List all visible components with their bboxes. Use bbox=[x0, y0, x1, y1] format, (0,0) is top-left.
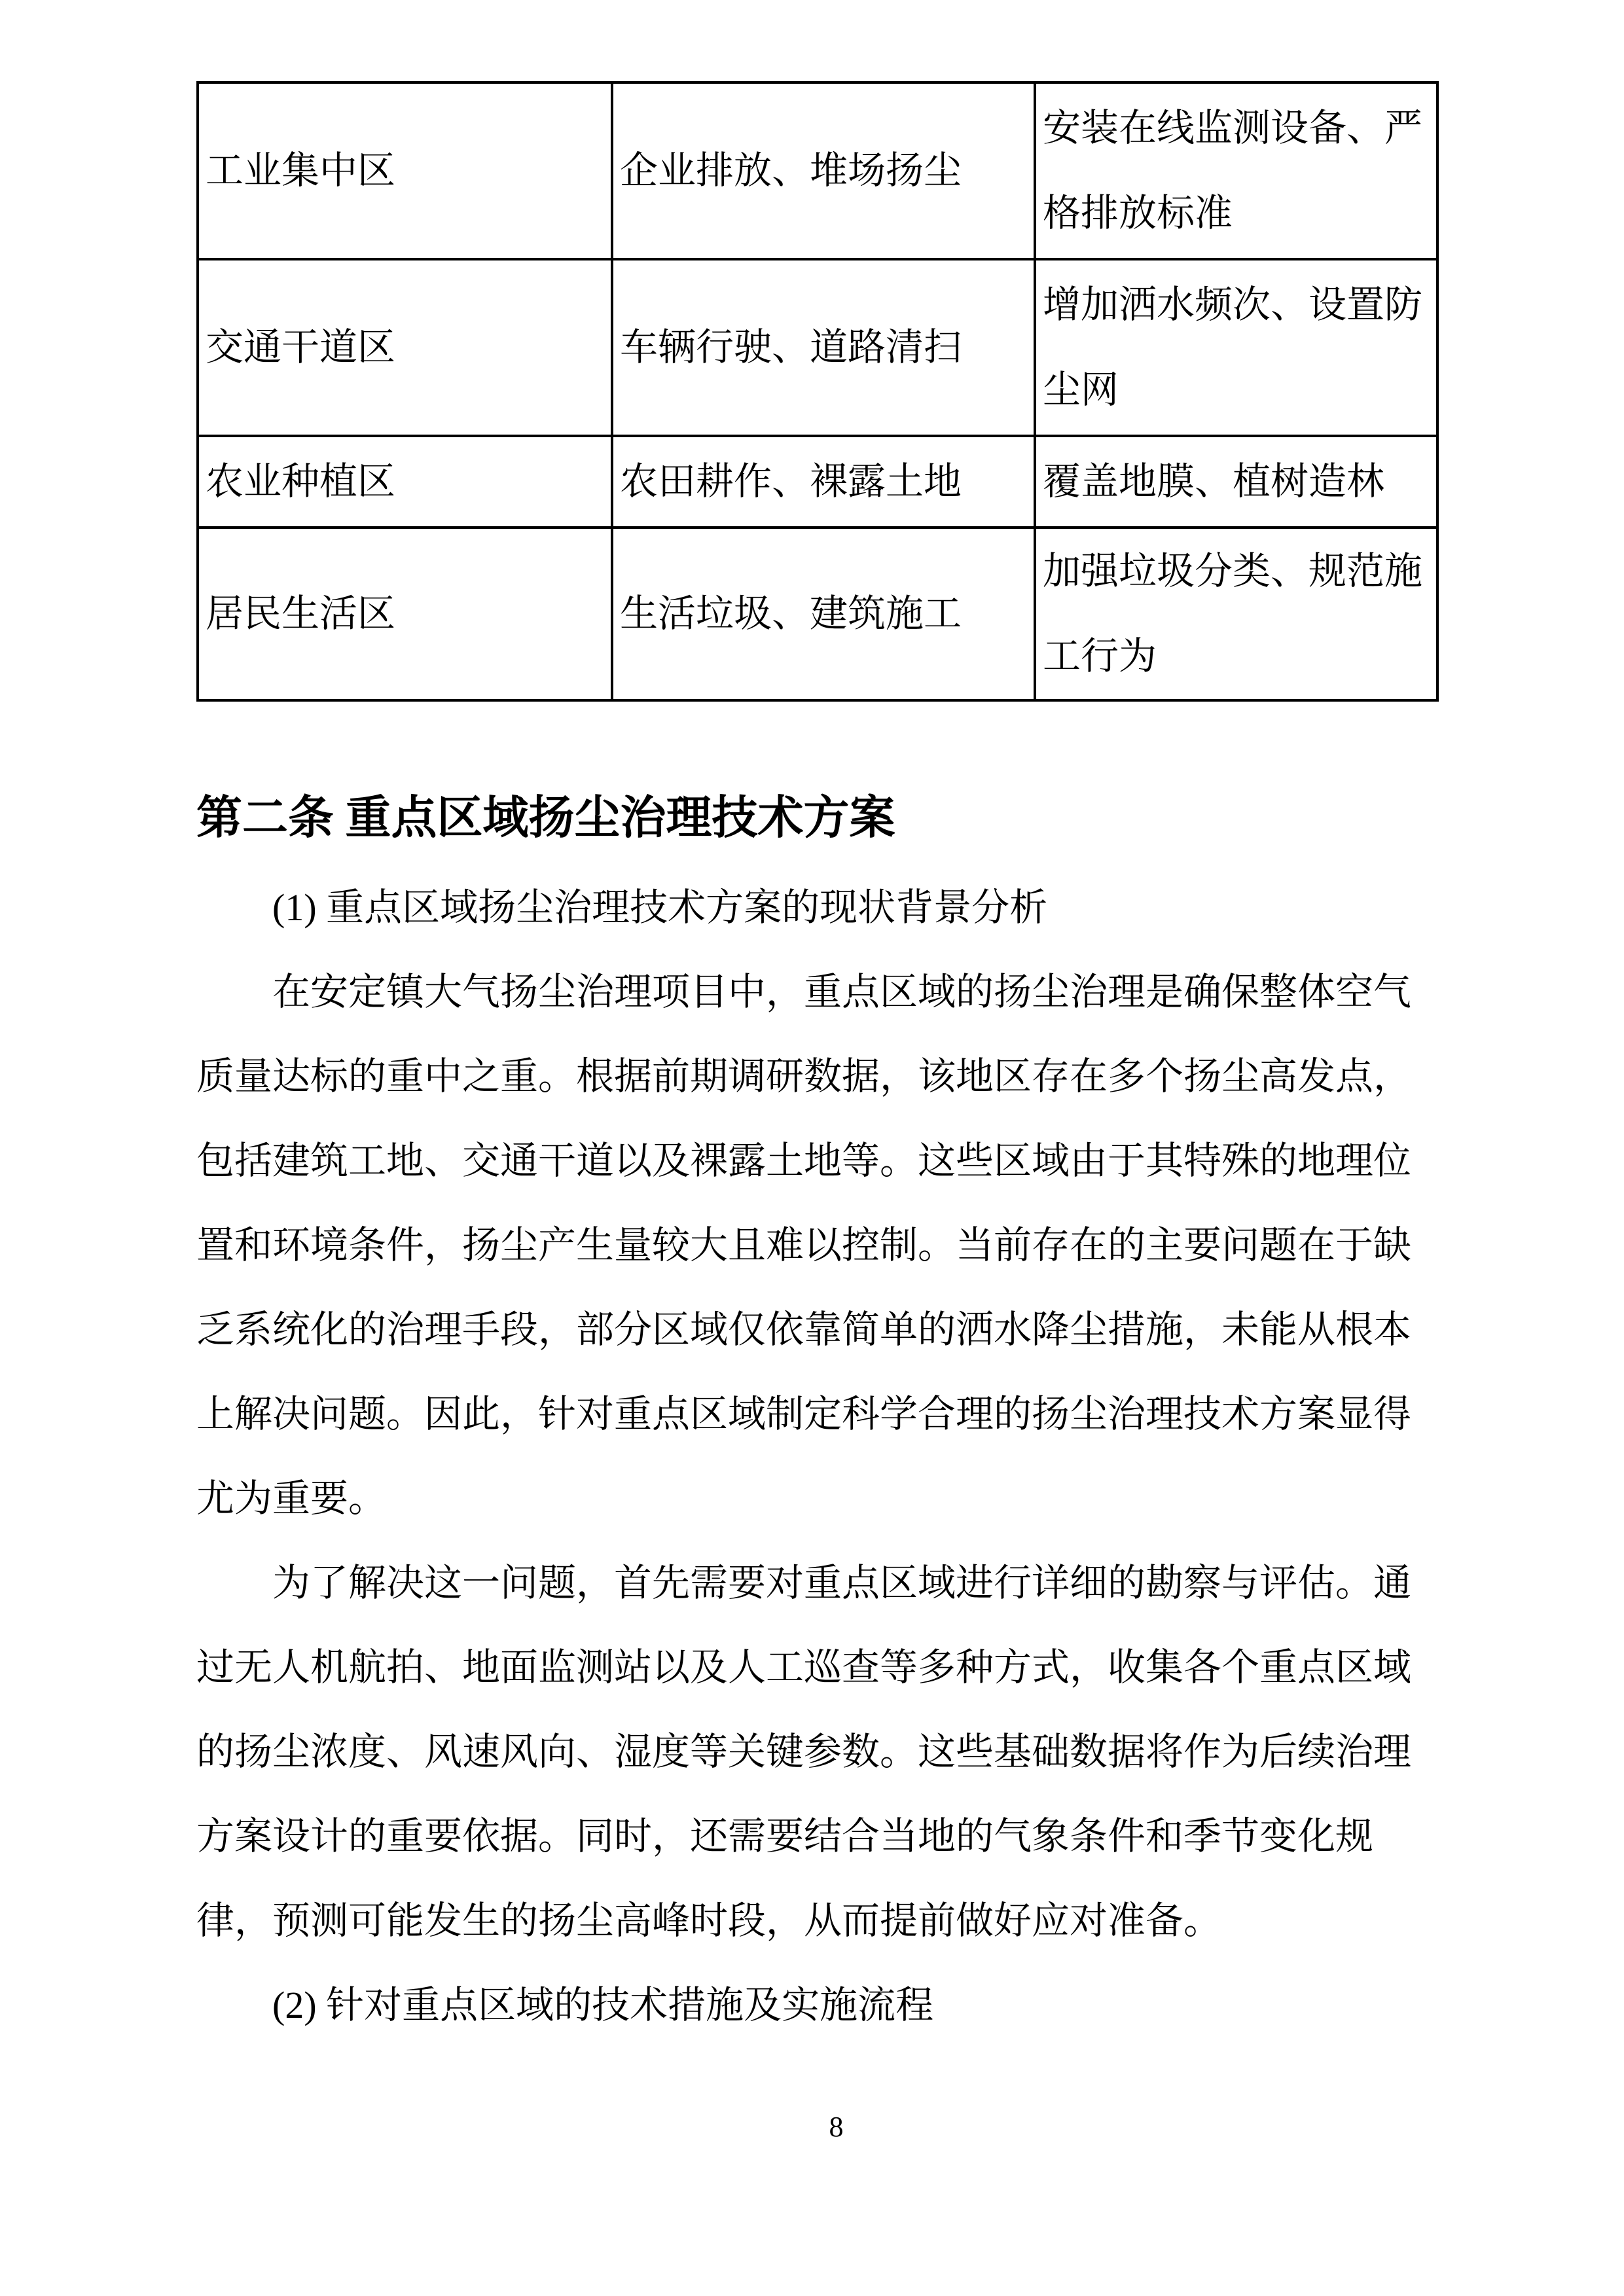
table-row bbox=[198, 528, 1437, 700]
paragraph-line: 乏系统化的治理手段，部分区域仅依靠简单的洒水降尘措施，未能从根本 bbox=[196, 1308, 1412, 1351]
paragraph-line: 包括建筑工地、交通干道以及裸露土地等。这些区域由于其特殊的地理位 bbox=[196, 1139, 1412, 1182]
cell-region: 居民生活区 bbox=[198, 528, 612, 700]
table-row bbox=[198, 82, 1437, 259]
paragraph-line: 质量达标的重中之重。根据前期调研数据，该地区存在多个扬尘高发点， bbox=[196, 1055, 1412, 1098]
cell-source: 企业排放、堆场扬尘 bbox=[612, 82, 1035, 259]
list-item-2: (2) 针对重点区域的技术措施及实施流程 bbox=[272, 1984, 934, 2026]
paragraph-line: 置和环境条件，扬尘产生量较大且难以控制。当前存在的主要问题在于缺 bbox=[196, 1224, 1412, 1266]
paragraph-line: 为了解决这一问题，首先需要对重点区域进行详细的勘察与评估。通 bbox=[272, 1562, 1412, 1604]
cell-source: 农田耕作、裸露土地 bbox=[612, 436, 1035, 528]
dust-control-table bbox=[196, 81, 1439, 702]
cell-region: 工业集中区 bbox=[198, 82, 612, 259]
paragraph-line: 过无人机航拍、地面监测站以及人工巡查等多种方式，收集各个重点区域 bbox=[196, 1646, 1412, 1689]
section-body bbox=[196, 865, 1436, 2047]
table-row bbox=[198, 436, 1437, 528]
paragraph-line: 尤为重要。 bbox=[196, 1477, 387, 1520]
paragraph-line: 上解决问题。因此，针对重点区域制定科学合理的扬尘治理技术方案显得 bbox=[196, 1393, 1412, 1435]
cell-measure: 加强垃圾分类、规范施工行为 bbox=[1035, 528, 1437, 700]
paragraph-line: 律，预测可能发生的扬尘高峰时段，从而提前做好应对准备。 bbox=[196, 1899, 1222, 1942]
list-item-1: (1) 重点区域扬尘治理技术方案的现状背景分析 bbox=[272, 886, 1048, 929]
paragraph-line: 方案设计的重要依据。同时，还需要结合当地的气象条件和季节变化规 bbox=[196, 1815, 1374, 1857]
cell-source: 生活垃圾、建筑施工 bbox=[612, 528, 1035, 700]
cell-region: 农业种植区 bbox=[198, 436, 612, 528]
paragraph-line: 的扬尘浓度、风速风向、湿度等关键参数。这些基础数据将作为后续治理 bbox=[196, 1731, 1412, 1773]
section-heading: 第二条 重点区域扬尘治理技术方案 bbox=[196, 793, 895, 844]
paragraph-line: 在安定镇大气扬尘治理项目中，重点区域的扬尘治理是确保整体空气 bbox=[272, 971, 1412, 1013]
cell-measure: 安装在线监测设备、严格排放标准 bbox=[1035, 82, 1437, 259]
page-number: 8 bbox=[829, 2111, 844, 2143]
cell-source: 车辆行驶、道路清扫 bbox=[612, 259, 1035, 436]
table-row bbox=[198, 259, 1437, 436]
cell-measure: 增加洒水频次、设置防尘网 bbox=[1035, 259, 1437, 436]
cell-measure: 覆盖地膜、植树造林 bbox=[1035, 436, 1437, 528]
cell-region: 交通干道区 bbox=[198, 259, 612, 436]
